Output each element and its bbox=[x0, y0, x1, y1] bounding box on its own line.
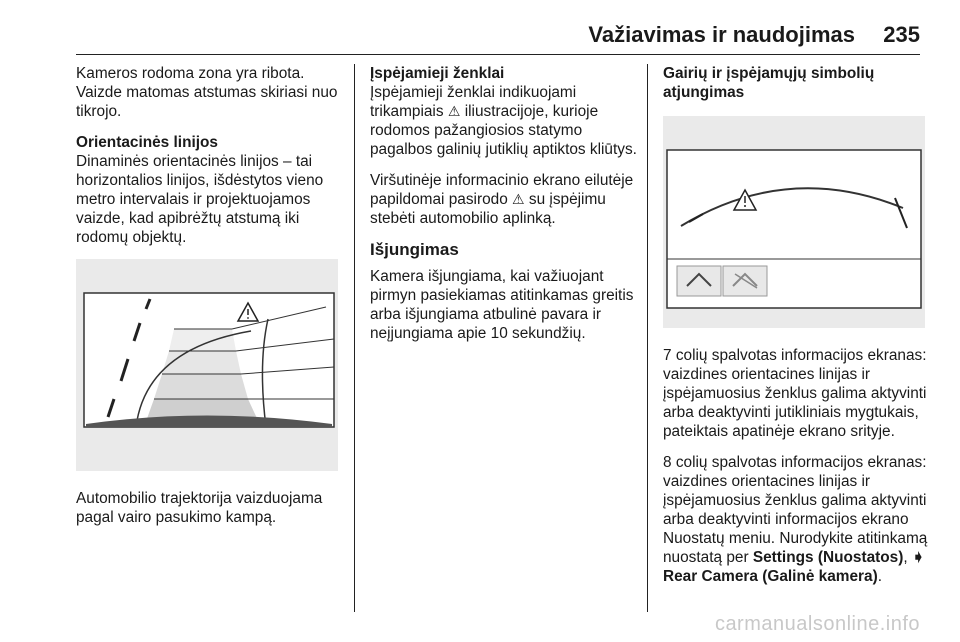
figure-caption: Automobilio trajektorija vaizduojama pagal vairo pasukimo kampą. bbox=[76, 490, 323, 526]
warning-triangle-icon: ⚠ bbox=[512, 191, 525, 207]
paragraph: 7 colių spalvotas informacijos ekranas: vaizdines orientacines linijas ir įspėjamuosius ženklus galima aktyvinti arba deaktyvinti jutikliniais mygtukais, pateiktais apatinėje ekrano srityje. bbox=[663, 347, 927, 440]
paragraph: 8 colių spalvotas informacijos ekranas: vaizdines orientacines linijas ir įspėjamuosius ženklus galima aktyvinti arba deaktyvinti informacijos ekrano Nuostatų meniu. Nurodykite atitinkamą nuostatą per Settings (Nuostatos), ➧ Rear Camera (Galinė kamera). bbox=[663, 454, 928, 585]
paragraph: Kamera išjungiama, kai važiuojant pirmyn pasiekiamas atitinkamas greitis arba išjungiama atbulinė pavara ir neįjungiama apie 10 sekundžių. bbox=[370, 268, 634, 342]
column-1 bbox=[76, 64, 346, 539]
subheading-orientation: Orientacinės linijos bbox=[76, 134, 218, 151]
paragraph: Įspėjamieji ženklai indikuojami trikampiais ⚠ iliustracijoje, kurioje rodomos pažangiosios statymo pagalbos galinių jutiklių aptiktos kliūtys. bbox=[370, 84, 637, 158]
page-number: 235 bbox=[883, 22, 920, 47]
column-2 bbox=[370, 64, 640, 355]
paragraph: Viršutinėje informacinio ekrano eilutėje papildomai pasirodo ⚠ su įspėjimu stebėti automobilio aplinką. bbox=[370, 172, 634, 227]
rear-camera-label: Rear Camera (Galinė kamera) bbox=[663, 568, 878, 585]
subheading-warning-signs: Įspėjamieji ženklai bbox=[370, 65, 505, 82]
column-3 bbox=[663, 64, 933, 598]
paragraph: Kameros rodoma zona yra ribota. Vaizde matomas atstumas skiriasi nuo tikrojo. bbox=[76, 65, 338, 120]
figure-guidelines bbox=[76, 259, 338, 471]
guidelines-illustration bbox=[76, 259, 338, 471]
arrow-right-icon: ➧ bbox=[911, 549, 925, 566]
figure-screen-buttons bbox=[663, 116, 925, 328]
header-divider bbox=[76, 54, 920, 55]
column-divider bbox=[647, 64, 648, 612]
page-header bbox=[0, 0, 960, 56]
paragraph: Dinaminės orientacinės linijos – tai horizontalios linijos, išdėstytos vieno metro intervalais ir projektuojamos vaizde, kad apibrėžtų atstumą iki rodomų objektų. bbox=[76, 153, 324, 246]
heading-switch-off: Išjungimas bbox=[370, 240, 459, 259]
settings-menu-label: Settings (Nuostatos) bbox=[752, 549, 904, 566]
subheading-toggle-guidelines: Gairių ir įspėjamųjų simbolių atjungimas bbox=[663, 65, 875, 101]
column-divider bbox=[354, 64, 355, 612]
screen-buttons-illustration bbox=[663, 116, 925, 328]
watermark: carmanualsonline.info bbox=[714, 613, 920, 635]
page-title: Važiavimas ir naudojimas bbox=[588, 22, 855, 47]
warning-triangle-icon: ⚠ bbox=[447, 103, 461, 119]
